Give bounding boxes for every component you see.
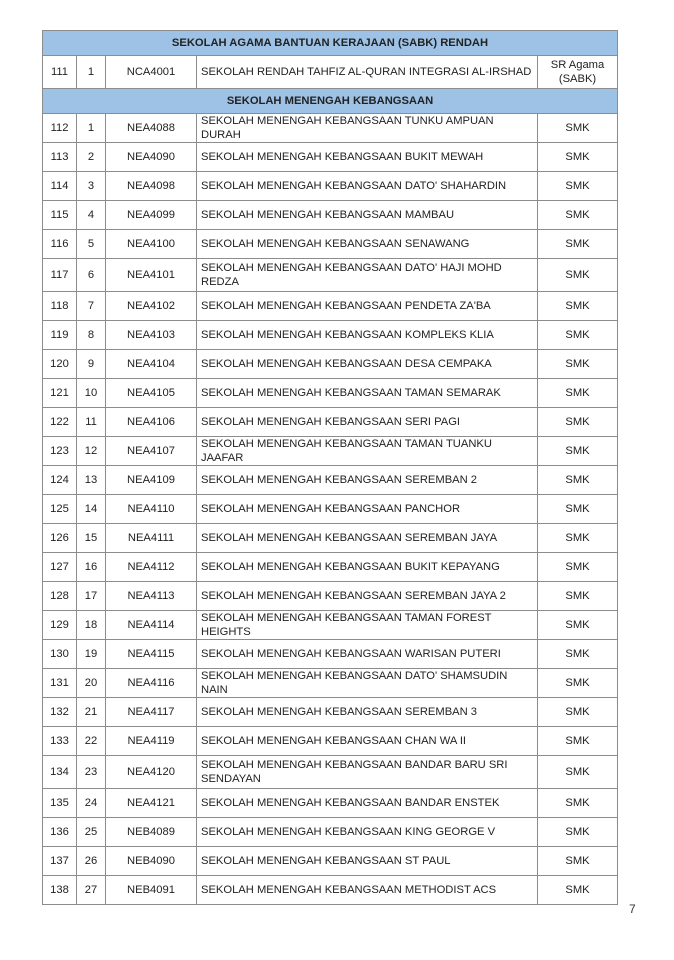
table-row xyxy=(43,56,618,89)
row-number: 117 xyxy=(43,259,77,292)
school-name: SEKOLAH MENENGAH KEBANGSAAN TUNKU AMPUAN DURAH xyxy=(197,114,538,143)
table-row xyxy=(43,553,618,582)
school-code: NEA4113 xyxy=(106,582,197,611)
table-row xyxy=(43,350,618,379)
school-code: NEB4090 xyxy=(106,847,197,876)
school-type: SMK xyxy=(538,669,618,698)
row-number: 116 xyxy=(43,230,77,259)
row-number: 114 xyxy=(43,172,77,201)
row-number: 136 xyxy=(43,818,77,847)
row-bil: 10 xyxy=(77,379,106,408)
row-bil: 27 xyxy=(77,876,106,905)
table-row xyxy=(43,437,618,466)
school-type: SR Agama (SABK) xyxy=(538,56,618,89)
table-row xyxy=(43,727,618,756)
row-bil: 16 xyxy=(77,553,106,582)
row-bil: 1 xyxy=(77,114,106,143)
school-code: NCA4001 xyxy=(106,56,197,89)
table-row xyxy=(43,495,618,524)
school-name: SEKOLAH MENENGAH KEBANGSAAN SEREMBAN JAYA 2 xyxy=(197,582,538,611)
row-number: 122 xyxy=(43,408,77,437)
school-type: SMK xyxy=(538,114,618,143)
row-bil: 6 xyxy=(77,259,106,292)
table-row xyxy=(43,292,618,321)
row-number: 118 xyxy=(43,292,77,321)
row-number: 132 xyxy=(43,698,77,727)
school-code: NEA4098 xyxy=(106,172,197,201)
school-code: NEA4109 xyxy=(106,466,197,495)
school-name: SEKOLAH MENENGAH KEBANGSAAN BANDAR BARU SRI SENDAYAN xyxy=(197,756,538,789)
school-name: SEKOLAH MENENGAH KEBANGSAAN SENAWANG xyxy=(197,230,538,259)
row-bil: 15 xyxy=(77,524,106,553)
school-name: SEKOLAH MENENGAH KEBANGSAAN SEREMBAN 2 xyxy=(197,466,538,495)
row-bil: 14 xyxy=(77,495,106,524)
school-name: SEKOLAH MENENGAH KEBANGSAAN DATO' SHAHARDIN xyxy=(197,172,538,201)
table-row xyxy=(43,669,618,698)
table-row xyxy=(43,789,618,818)
table-row xyxy=(43,172,618,201)
table-row xyxy=(43,466,618,495)
school-code: NEA4116 xyxy=(106,669,197,698)
table-row xyxy=(43,114,618,143)
school-name: SEKOLAH MENENGAH KEBANGSAAN MAMBAU xyxy=(197,201,538,230)
school-code: NEA4111 xyxy=(106,524,197,553)
school-type: SMK xyxy=(538,818,618,847)
table-row xyxy=(43,379,618,408)
row-number: 125 xyxy=(43,495,77,524)
school-name: SEKOLAH MENENGAH KEBANGSAAN PANCHOR xyxy=(197,495,538,524)
school-code: NEA4110 xyxy=(106,495,197,524)
school-type: SMK xyxy=(538,408,618,437)
row-number: 121 xyxy=(43,379,77,408)
school-name: SEKOLAH MENENGAH KEBANGSAAN DATO' SHAMSUDIN NAIN xyxy=(197,669,538,698)
row-number: 113 xyxy=(43,143,77,172)
school-code: NEA4090 xyxy=(106,143,197,172)
school-code: NEA4104 xyxy=(106,350,197,379)
table-row xyxy=(43,230,618,259)
row-number: 133 xyxy=(43,727,77,756)
school-name: SEKOLAH MENENGAH KEBANGSAAN SEREMBAN JAYA xyxy=(197,524,538,553)
school-code: NEA4107 xyxy=(106,437,197,466)
row-number: 112 xyxy=(43,114,77,143)
school-type: SMK xyxy=(538,847,618,876)
row-bil: 12 xyxy=(77,437,106,466)
school-name: SEKOLAH MENENGAH KEBANGSAAN ST PAUL xyxy=(197,847,538,876)
school-code: NEB4091 xyxy=(106,876,197,905)
table-row xyxy=(43,847,618,876)
page-number: 7 xyxy=(629,902,636,916)
row-bil: 13 xyxy=(77,466,106,495)
row-bil: 1 xyxy=(77,56,106,89)
row-number: 131 xyxy=(43,669,77,698)
school-code: NEA4115 xyxy=(106,640,197,669)
school-name: SEKOLAH MENENGAH KEBANGSAAN KING GEORGE V xyxy=(197,818,538,847)
row-bil: 11 xyxy=(77,408,106,437)
row-number: 119 xyxy=(43,321,77,350)
school-code: NEA4103 xyxy=(106,321,197,350)
school-type: SMK xyxy=(538,495,618,524)
school-type: SMK xyxy=(538,321,618,350)
school-table xyxy=(42,30,618,905)
school-code: NEA4101 xyxy=(106,259,197,292)
section-header-row xyxy=(43,31,618,56)
school-type: SMK xyxy=(538,727,618,756)
row-number: 134 xyxy=(43,756,77,789)
table-row xyxy=(43,818,618,847)
school-type: SMK xyxy=(538,640,618,669)
school-name: SEKOLAH MENENGAH KEBANGSAAN TAMAN TUANKU JAAFAR xyxy=(197,437,538,466)
table-row xyxy=(43,698,618,727)
section-title: SEKOLAH MENENGAH KEBANGSAAN xyxy=(43,89,618,114)
school-code: NEA4117 xyxy=(106,698,197,727)
table-row xyxy=(43,582,618,611)
school-name: SEKOLAH MENENGAH KEBANGSAAN BUKIT MEWAH xyxy=(197,143,538,172)
row-bil: 4 xyxy=(77,201,106,230)
school-name: SEKOLAH MENENGAH KEBANGSAAN TAMAN SEMARAK xyxy=(197,379,538,408)
school-type: SMK xyxy=(538,259,618,292)
school-type: SMK xyxy=(538,201,618,230)
school-code: NEB4089 xyxy=(106,818,197,847)
row-bil: 5 xyxy=(77,230,106,259)
row-number: 126 xyxy=(43,524,77,553)
school-type: SMK xyxy=(538,143,618,172)
school-type: SMK xyxy=(538,789,618,818)
school-type: SMK xyxy=(538,611,618,640)
table-row xyxy=(43,408,618,437)
row-bil: 3 xyxy=(77,172,106,201)
table-row xyxy=(43,524,618,553)
school-type: SMK xyxy=(538,379,618,408)
school-code: NEA4088 xyxy=(106,114,197,143)
school-code: NEA4112 xyxy=(106,553,197,582)
section-title: SEKOLAH AGAMA BANTUAN KERAJAAN (SABK) RENDAH xyxy=(43,31,618,56)
school-type: SMK xyxy=(538,876,618,905)
row-bil: 19 xyxy=(77,640,106,669)
row-number: 137 xyxy=(43,847,77,876)
school-type: SMK xyxy=(538,466,618,495)
row-bil: 17 xyxy=(77,582,106,611)
row-bil: 24 xyxy=(77,789,106,818)
row-number: 111 xyxy=(43,56,77,89)
school-code: NEA4099 xyxy=(106,201,197,230)
school-code: NEA4105 xyxy=(106,379,197,408)
row-number: 123 xyxy=(43,437,77,466)
school-type: SMK xyxy=(538,756,618,789)
table-row xyxy=(43,143,618,172)
school-name: SEKOLAH MENENGAH KEBANGSAAN DATO' HAJI MOHD REDZA xyxy=(197,259,538,292)
table-row xyxy=(43,321,618,350)
row-number: 124 xyxy=(43,466,77,495)
school-type: SMK xyxy=(538,292,618,321)
table-row xyxy=(43,259,618,292)
row-bil: 18 xyxy=(77,611,106,640)
table-row xyxy=(43,640,618,669)
row-bil: 26 xyxy=(77,847,106,876)
school-name: SEKOLAH MENENGAH KEBANGSAAN WARISAN PUTERI xyxy=(197,640,538,669)
school-type: SMK xyxy=(538,230,618,259)
table-row xyxy=(43,756,618,789)
row-number: 129 xyxy=(43,611,77,640)
row-number: 115 xyxy=(43,201,77,230)
school-code: NEA4119 xyxy=(106,727,197,756)
row-bil: 9 xyxy=(77,350,106,379)
row-bil: 21 xyxy=(77,698,106,727)
school-code: NEA4114 xyxy=(106,611,197,640)
school-table-body xyxy=(43,31,618,905)
school-name: SEKOLAH MENENGAH KEBANGSAAN SEREMBAN 3 xyxy=(197,698,538,727)
school-name: SEKOLAH MENENGAH KEBANGSAAN BUKIT KEPAYANG xyxy=(197,553,538,582)
school-code: NEA4106 xyxy=(106,408,197,437)
school-name: SEKOLAH MENENGAH KEBANGSAAN TAMAN FOREST HEIGHTS xyxy=(197,611,538,640)
school-name: SEKOLAH MENENGAH KEBANGSAAN KOMPLEKS KLIA xyxy=(197,321,538,350)
row-bil: 2 xyxy=(77,143,106,172)
row-number: 127 xyxy=(43,553,77,582)
school-type: SMK xyxy=(538,582,618,611)
school-name: SEKOLAH RENDAH TAHFIZ AL-QURAN INTEGRASI AL-IRSHAD xyxy=(197,56,538,89)
row-number: 135 xyxy=(43,789,77,818)
school-name: SEKOLAH MENENGAH KEBANGSAAN DESA CEMPAKA xyxy=(197,350,538,379)
row-bil: 23 xyxy=(77,756,106,789)
row-bil: 20 xyxy=(77,669,106,698)
row-bil: 22 xyxy=(77,727,106,756)
school-code: NEA4100 xyxy=(106,230,197,259)
school-type: SMK xyxy=(538,172,618,201)
school-type: SMK xyxy=(538,350,618,379)
table-row xyxy=(43,876,618,905)
row-number: 120 xyxy=(43,350,77,379)
row-bil: 25 xyxy=(77,818,106,847)
row-number: 130 xyxy=(43,640,77,669)
school-code: NEA4102 xyxy=(106,292,197,321)
school-name: SEKOLAH MENENGAH KEBANGSAAN METHODIST ACS xyxy=(197,876,538,905)
table-row xyxy=(43,201,618,230)
school-name: SEKOLAH MENENGAH KEBANGSAAN PENDETA ZA'BA xyxy=(197,292,538,321)
row-bil: 8 xyxy=(77,321,106,350)
row-number: 138 xyxy=(43,876,77,905)
section-header-row xyxy=(43,89,618,114)
school-code: NEA4121 xyxy=(106,789,197,818)
school-name: SEKOLAH MENENGAH KEBANGSAAN CHAN WA II xyxy=(197,727,538,756)
school-name: SEKOLAH MENENGAH KEBANGSAAN BANDAR ENSTEK xyxy=(197,789,538,818)
school-type: SMK xyxy=(538,437,618,466)
table-row xyxy=(43,611,618,640)
school-type: SMK xyxy=(538,553,618,582)
school-name: SEKOLAH MENENGAH KEBANGSAAN SERI PAGI xyxy=(197,408,538,437)
row-bil: 7 xyxy=(77,292,106,321)
school-type: SMK xyxy=(538,524,618,553)
school-code: NEA4120 xyxy=(106,756,197,789)
school-type: SMK xyxy=(538,698,618,727)
row-number: 128 xyxy=(43,582,77,611)
